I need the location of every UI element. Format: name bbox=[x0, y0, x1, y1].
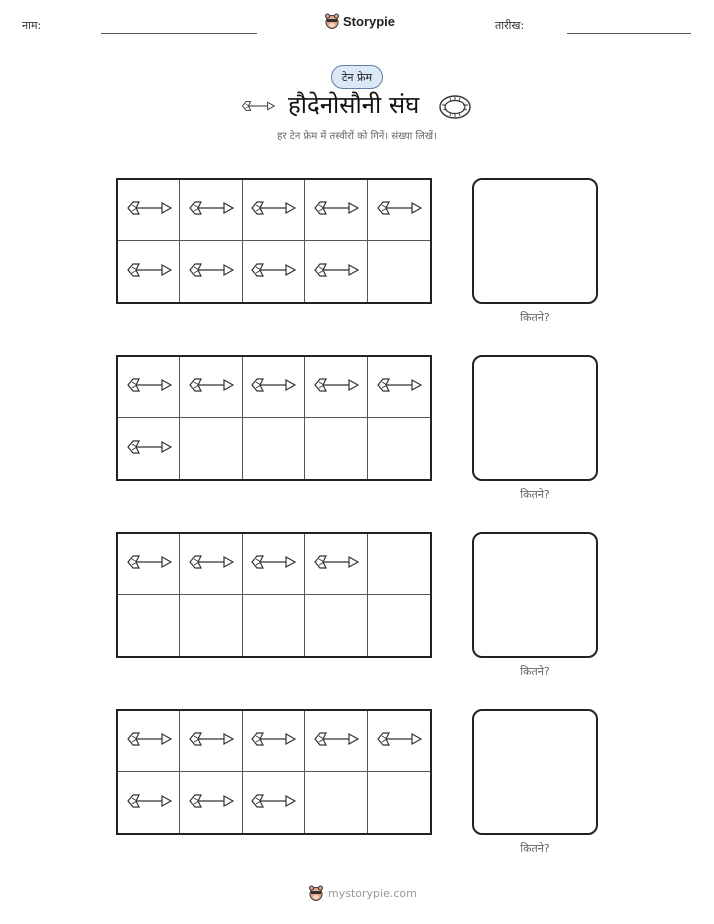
arrow-icon bbox=[250, 200, 296, 220]
question-label-2: कितने? bbox=[520, 488, 550, 501]
arrow-icon bbox=[313, 377, 359, 397]
arrow-icon bbox=[126, 377, 172, 397]
topic-badge: टेन फ्रेम bbox=[331, 65, 383, 89]
arrow-icon bbox=[313, 731, 359, 751]
arrow-icon bbox=[313, 262, 359, 282]
arrow-icon bbox=[126, 731, 172, 751]
frame-cell bbox=[118, 418, 180, 479]
footer-url[interactable]: mystorypie.com bbox=[328, 886, 417, 900]
arrow-icon bbox=[376, 200, 422, 220]
arrow-icon bbox=[188, 262, 234, 282]
frame-cell bbox=[118, 180, 180, 241]
arrow-icon bbox=[126, 554, 172, 574]
arrow-icon bbox=[250, 262, 296, 282]
frame-cell bbox=[118, 595, 180, 656]
arrow-icon bbox=[188, 731, 234, 751]
ten-frame-1 bbox=[116, 178, 432, 304]
frame-cell bbox=[305, 534, 367, 595]
frame-cell bbox=[305, 711, 367, 772]
frame-cell bbox=[305, 418, 367, 479]
arrow-icon bbox=[313, 554, 359, 574]
wampum-belt-icon bbox=[438, 94, 472, 120]
ten-frame-4 bbox=[116, 709, 432, 835]
frame-cell bbox=[368, 241, 430, 302]
frame-cell bbox=[118, 357, 180, 418]
frame-cell bbox=[180, 711, 242, 772]
frame-cell bbox=[368, 534, 430, 595]
frame-cell bbox=[243, 534, 305, 595]
arrow-icon bbox=[241, 100, 275, 112]
arrow-icon bbox=[313, 200, 359, 220]
instruction-text: हर टेन फ्रेम में तस्वीरों को गिनें। संख्या लिखें। bbox=[277, 131, 437, 142]
title-row bbox=[0, 88, 714, 126]
arrow-icon bbox=[376, 377, 422, 397]
frame-cell bbox=[368, 418, 430, 479]
answer-box-1[interactable] bbox=[472, 178, 598, 304]
date-field[interactable] bbox=[567, 33, 691, 34]
frame-cell bbox=[243, 418, 305, 479]
name-field[interactable] bbox=[101, 33, 257, 34]
arrow-icon bbox=[126, 262, 172, 282]
answer-box-2[interactable] bbox=[472, 355, 598, 481]
arrow-icon bbox=[250, 793, 296, 813]
frame-cell bbox=[305, 772, 367, 833]
frame-cell bbox=[180, 357, 242, 418]
frame-cell bbox=[118, 241, 180, 302]
frame-cell bbox=[368, 357, 430, 418]
arrow-icon bbox=[188, 554, 234, 574]
frame-cell bbox=[180, 534, 242, 595]
arrow-icon bbox=[188, 200, 234, 220]
frame-cell bbox=[118, 711, 180, 772]
frame-cell bbox=[180, 241, 242, 302]
frame-cell bbox=[118, 534, 180, 595]
frame-cell bbox=[243, 711, 305, 772]
answer-box-4[interactable] bbox=[472, 709, 598, 835]
frame-cell bbox=[305, 180, 367, 241]
frame-cell bbox=[180, 595, 242, 656]
answer-box-3[interactable] bbox=[472, 532, 598, 658]
frame-cell bbox=[368, 595, 430, 656]
frame-cell bbox=[180, 180, 242, 241]
mascot-icon bbox=[324, 12, 340, 30]
arrow-icon bbox=[126, 439, 172, 459]
frame-cell bbox=[243, 357, 305, 418]
date-label: तारीख: bbox=[495, 19, 525, 32]
footer bbox=[308, 884, 417, 902]
frame-cell bbox=[243, 772, 305, 833]
brand-logo bbox=[324, 12, 395, 30]
arrow-icon bbox=[376, 731, 422, 751]
frame-cell bbox=[243, 180, 305, 241]
frame-cell bbox=[368, 772, 430, 833]
brand-name: Storypie bbox=[343, 13, 396, 29]
arrow-icon bbox=[126, 793, 172, 813]
question-label-4: कितने? bbox=[520, 842, 550, 855]
arrow-icon bbox=[250, 554, 296, 574]
arrow-icon bbox=[250, 731, 296, 751]
frame-cell bbox=[305, 357, 367, 418]
name-label: नाम: bbox=[22, 19, 42, 32]
frame-cell bbox=[118, 772, 180, 833]
arrow-icon bbox=[188, 377, 234, 397]
frame-cell bbox=[368, 180, 430, 241]
arrow-icon bbox=[250, 377, 296, 397]
question-label-1: कितने? bbox=[520, 311, 550, 324]
frame-cell bbox=[368, 711, 430, 772]
ten-frame-3 bbox=[116, 532, 432, 658]
frame-cell bbox=[243, 595, 305, 656]
ten-frame-2 bbox=[116, 355, 432, 481]
frame-cell bbox=[243, 241, 305, 302]
mascot-icon bbox=[308, 884, 324, 902]
question-label-3: कितने? bbox=[520, 665, 550, 678]
frame-cell bbox=[180, 418, 242, 479]
arrow-icon bbox=[126, 200, 172, 220]
arrow-icon bbox=[188, 793, 234, 813]
frame-cell bbox=[180, 772, 242, 833]
frame-cell bbox=[305, 241, 367, 302]
frame-cell bbox=[305, 595, 367, 656]
worksheet-title: हौदेनोसौनी संघ bbox=[288, 91, 420, 119]
